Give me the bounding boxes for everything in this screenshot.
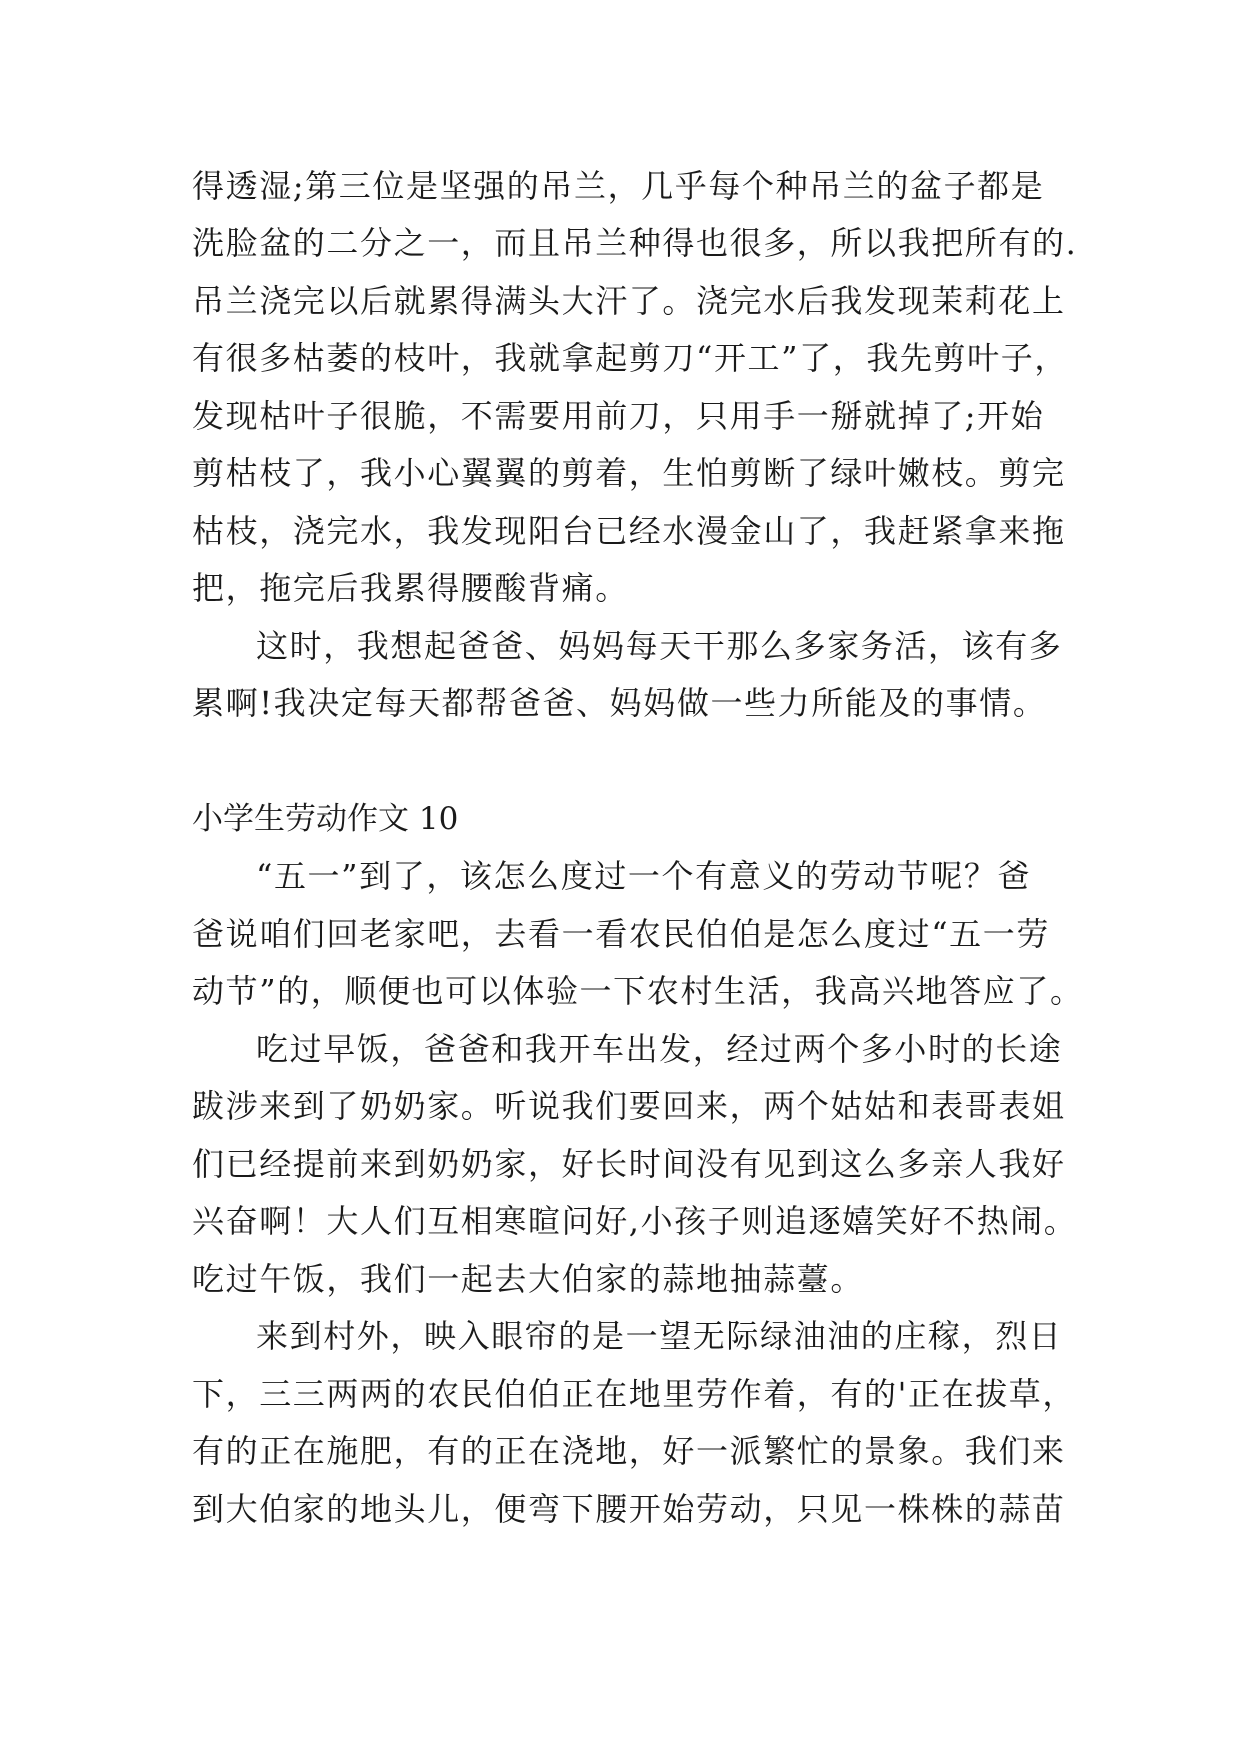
paragraph-line: 们已经提前来到奶奶家，好长时间没有见到这么多亲人我好: [192, 1145, 1066, 1183]
paragraph-line: 剪枯枝了，我小心翼翼的剪着，生怕剪断了绿叶嫩枝。剪完: [192, 454, 1066, 492]
paragraph-line: 把，拖完后我累得腰酸背痛。: [192, 569, 629, 607]
paragraph-line: 发现枯叶子很脆，不需要用前刀，只用手一掰就掉了;开始: [192, 397, 1045, 435]
paragraph-line: 吃过早饭，爸爸和我开车出发，经过两个多小时的长途: [256, 1030, 1063, 1068]
paragraph-line: 下，三三两两的农民伯伯正在地里劳作着，有的'正在拔草，: [192, 1375, 1076, 1413]
paragraph-line: 累啊!我决定每天都帮爸爸、妈妈做一些力所能及的事情。: [192, 684, 1047, 722]
paragraph-line: 这时，我想起爸爸、妈妈每天干那么多家务活，该有多: [256, 627, 1063, 665]
paragraph-line: 到大伯家的地头儿，便弯下腰开始劳动，只见一株株的蒜苗: [192, 1490, 1066, 1528]
paragraph-line: 洗脸盆的二分之一，而且吊兰种得也很多，所以我把所有的.: [192, 224, 1078, 262]
paragraph-line: 来到村外，映入眼帘的是一望无际绿油油的庄稼，烈日: [256, 1317, 1063, 1355]
paragraph-line: 吊兰浇完以后就累得满头大汗了。浇完水后我发现茉莉花上: [192, 282, 1066, 320]
section-title: 小学生劳动作文 10: [192, 801, 459, 837]
paragraph-line: 动节”的，顺便也可以体验一下农村生活，我高兴地答应了。: [192, 972, 1084, 1010]
paragraph-line: 得透湿;第三位是坚强的吊兰，几乎每个种吊兰的盆子都是: [192, 167, 1045, 205]
paragraph-line: 跋涉来到了奶奶家。听说我们要回来，两个姑姑和表哥表姐: [192, 1087, 1066, 1125]
paragraph-line: 有很多枯萎的枝叶，我就拿起剪刀“开工”了，我先剪叶子，: [192, 339, 1068, 377]
paragraph-line: 枯枝，浇完水，我发现阳台已经水漫金山了，我赶紧拿来拖: [192, 512, 1066, 550]
paragraph-line: 吃过午饭，我们一起去大伯家的蒜地抽蒜薹。: [192, 1260, 865, 1298]
paragraph-line: 兴奋啊！大人们互相寒暄问好,小孩子则追逐嬉笑好不热闹。: [192, 1202, 1078, 1240]
paragraph-line: “五一”到了，该怎么度过一个有意义的劳动节呢？爸: [256, 857, 1032, 895]
paragraph-line: 爸说咱们回老家吧，去看一看农民伯伯是怎么度过“五一劳: [192, 915, 1050, 953]
paragraph-line: 有的正在施肥，有的正在浇地，好一派繁忙的景象。我们来: [192, 1432, 1066, 1470]
